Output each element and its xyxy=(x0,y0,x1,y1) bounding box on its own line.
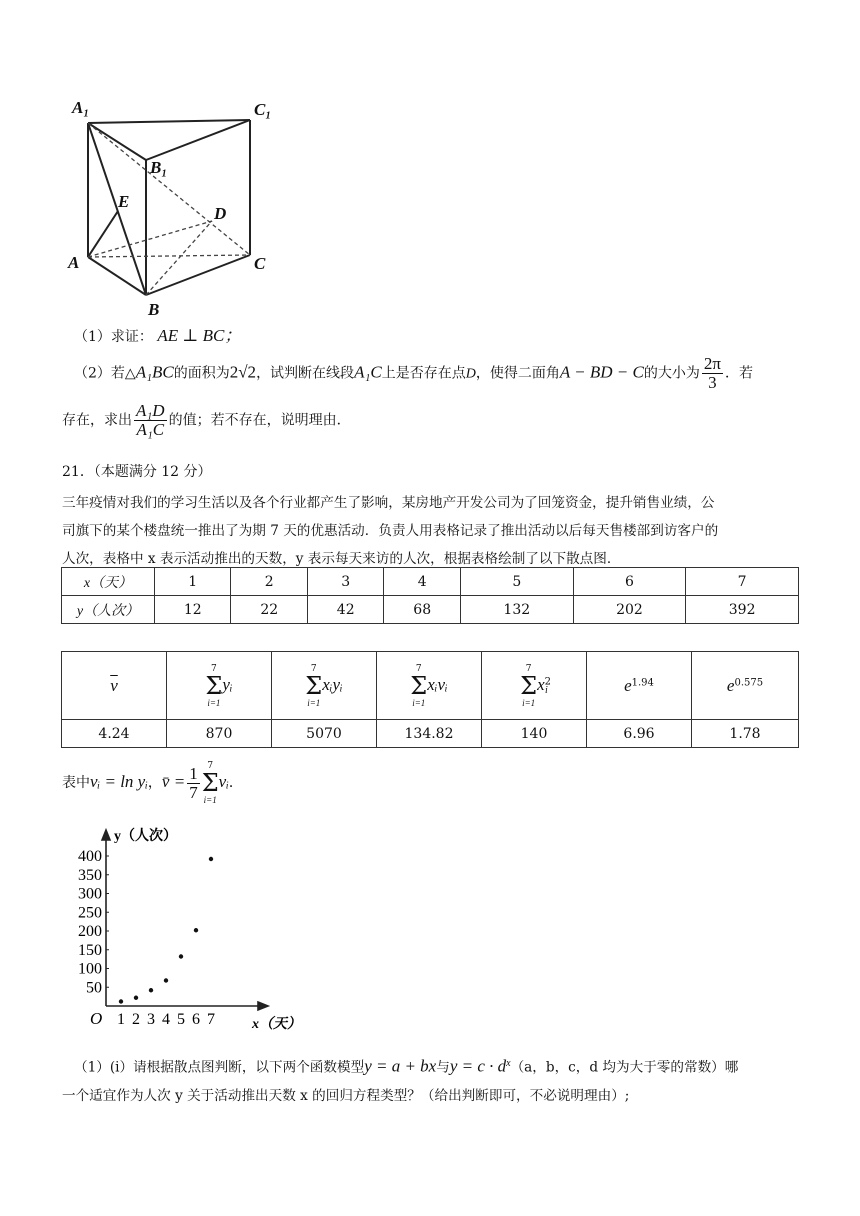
statistics-table xyxy=(61,651,799,748)
row-x-label: x（天） xyxy=(62,568,155,596)
edge-a-b xyxy=(88,257,146,295)
y-cell: 202 xyxy=(573,596,686,624)
q2-frac-den: 3 xyxy=(708,373,717,392)
data-point xyxy=(209,857,213,861)
label-c: C xyxy=(254,254,266,273)
q21-1-line1: （1）(i）请根据散点图判断，以下两个函数模型y = a + bx与$y = c \cdot d^x(a$，b，c，d 均为大于零的常数）哪 xyxy=(74,1056,739,1076)
x-axis-label: x（天） xyxy=(252,1017,301,1032)
q2-angle: A − BD − C xyxy=(559,362,644,382)
stats-value-row xyxy=(62,720,799,748)
q2-line2-a: 存在，求出 xyxy=(62,412,132,429)
note-sep: ， xyxy=(147,775,162,791)
q2-ratio-num: A₁D xyxy=(136,401,165,420)
edge-a-e xyxy=(88,211,118,257)
label-a: A xyxy=(68,253,80,272)
x-cell: 7 xyxy=(686,568,799,596)
q2-seg: A₁C xyxy=(354,362,382,382)
dash-a-d xyxy=(88,221,212,257)
x-axis-arrow xyxy=(258,1002,268,1010)
y-tick-label: 100 xyxy=(78,960,102,978)
stat-value: 5070 xyxy=(272,720,377,748)
scatter-plot xyxy=(66,826,301,1036)
x-tick-label: 1 xyxy=(117,1011,125,1028)
header-sum-x2: 7 Σ i=1 $x^2_i$ xyxy=(482,652,587,720)
data-point xyxy=(119,999,123,1003)
x-tick-label: 5 xyxy=(177,1011,185,1028)
edge-b1-c1 xyxy=(146,120,250,160)
q2-tri: A₁BC xyxy=(135,362,174,382)
q21-1-line2: 一个适宜作为人次 y 关于活动推出天数 x 的回归方程类型？（给出判断即可，不必说明理由）; xyxy=(62,1088,630,1104)
label-b1: B₁ xyxy=(150,158,168,177)
question-1 xyxy=(74,326,241,347)
question-2-line1 xyxy=(74,355,753,392)
y-tick-label: 150 xyxy=(78,941,102,959)
edge-a1-b1 xyxy=(88,123,146,160)
note-prefix: 表中 xyxy=(62,775,90,791)
q21-l1c: （a，b，c，d 均为大于零的常数）哪 xyxy=(510,1059,739,1076)
table-row-x xyxy=(62,568,799,596)
edge-b-c xyxy=(146,255,250,295)
y-cell: 392 xyxy=(686,596,799,624)
data-point xyxy=(134,996,138,1000)
q1-math: AE ⊥ BC； xyxy=(157,326,242,345)
y-cell: 42 xyxy=(307,596,383,624)
question-2-line2 xyxy=(62,402,351,439)
header-v-bar: $\overline{v}$ xyxy=(62,652,167,720)
dash-a1-c xyxy=(88,123,250,255)
label-b: B xyxy=(148,300,160,319)
data-point xyxy=(164,978,168,982)
table-note: 表中vᵢ = ln yᵢ，v̄ = $\frac{1}{7}$ 7 Σ i=1 vᵢ． xyxy=(62,761,243,805)
stat-value: 6.96 xyxy=(587,720,692,748)
para-line-2: 司旗下的某个楼盘统一推出了为期 7 天的优惠活动．负责人用表格记录了推出活动以后每天售楼部到访客户的 xyxy=(62,523,719,539)
origin-label: O xyxy=(90,1009,103,1028)
x-cell: 4 xyxy=(384,568,460,596)
note-def1: vᵢ = ln yᵢ xyxy=(90,772,148,791)
data-point xyxy=(194,928,198,932)
y-cell: 22 xyxy=(231,596,307,624)
data-point xyxy=(149,988,153,992)
q2-line2-b: 的值；若不存在，说明理由． xyxy=(168,412,351,429)
para-line-1: 三年疫情对我们的学习生活以及各个行业都产生了影响，某房地产开发公司为了回笼资金，提升销售业绩，公 xyxy=(62,495,715,511)
header-sum-y: 7 Σ i=1 yᵢ xyxy=(167,652,272,720)
label-e: E xyxy=(118,192,130,211)
q2-area: 2√2 xyxy=(229,362,257,382)
q2-p3: ，试判断在线段 xyxy=(256,365,355,382)
stat-value: 134.82 xyxy=(377,720,482,748)
y-tick-label: 200 xyxy=(78,923,102,940)
x-tick-label: 6 xyxy=(192,1011,200,1028)
x-cell: 2 xyxy=(231,568,307,596)
x-cell: 6 xyxy=(573,568,686,596)
edge-a1-b xyxy=(88,123,146,295)
q2-ratio-den: A₁C xyxy=(136,420,165,439)
y-axis-label: y（人次） xyxy=(114,829,177,844)
x-tick-label: 3 xyxy=(147,1011,155,1028)
y-tick-label: 400 xyxy=(78,848,102,865)
q21-l1b: 与 xyxy=(436,1059,450,1076)
y-tick-label: 350 xyxy=(78,866,102,884)
header-e-0575: $e^{0.575}$ xyxy=(692,652,799,720)
y-cell: 68 xyxy=(384,596,460,624)
stat-value: 870 xyxy=(167,720,272,748)
prism-figure xyxy=(66,95,282,320)
note-fraction: $\frac{1}{7}$ xyxy=(189,763,198,802)
q2-p6: 的大小为 xyxy=(643,365,700,382)
x-tick-label: 7 xyxy=(207,1011,215,1028)
label-d: D xyxy=(214,204,227,223)
q21-l1a: （1）(i）请根据散点图判断，以下两个函数模型 xyxy=(74,1059,365,1076)
q2-p4: 上是否存在点 xyxy=(381,365,466,382)
header-sum-xv: 7 Σ i=1 xᵢvᵢ xyxy=(377,652,482,720)
q2-p2: 的面积为 xyxy=(173,365,230,382)
dash-a-c xyxy=(88,255,250,257)
header-e-194: $e^{1.94}$ xyxy=(587,652,692,720)
dash-b-d xyxy=(146,221,212,295)
stats-header-row xyxy=(62,652,799,720)
problem-21-paragraph xyxy=(62,489,718,573)
q2-p1: （2）若△ xyxy=(74,365,136,382)
header-sum-xy: 7 Σ i=1 xᵢyᵢ xyxy=(272,652,377,720)
y-axis-arrow xyxy=(102,830,110,840)
problem-21-heading: 21．（本题满分 12 分） xyxy=(62,464,212,480)
y-cell: 132 xyxy=(460,596,573,624)
stat-value: 140 xyxy=(482,720,587,748)
q2-frac-num: 2π xyxy=(703,354,721,373)
model-exponential: y = c · d xyxy=(449,1056,507,1076)
data-point xyxy=(179,954,183,958)
para-line-3: 人次，表格中 x 表示活动推出的天数，y 表示每天来访的人次，根据表格绘制了以下散点图． xyxy=(62,551,621,567)
x-tick-label: 4 xyxy=(162,1011,170,1028)
x-tick-label: 2 xyxy=(132,1011,140,1028)
y-tick-label: 250 xyxy=(78,904,102,922)
q2-fraction xyxy=(702,355,723,392)
x-cell: 3 xyxy=(307,568,383,596)
row-y-label: y（人次） xyxy=(62,596,155,624)
stat-value: 4.24 xyxy=(62,720,167,748)
label-a1: A₁ xyxy=(72,98,90,117)
y-tick-label: 300 xyxy=(78,885,102,903)
q2-p5: ，使得二面角 xyxy=(475,365,560,382)
edge-a1-c1 xyxy=(88,120,250,123)
table-row-y xyxy=(62,596,799,624)
x-cell: 5 xyxy=(460,568,573,596)
label-c1: C₁ xyxy=(254,100,272,119)
y-cell: 12 xyxy=(155,596,231,624)
model-linear: y = a + bx xyxy=(364,1056,437,1076)
data-table-xy xyxy=(61,567,799,624)
x-cell: 1 xyxy=(155,568,231,596)
q1-text: （1）求证： xyxy=(74,329,153,345)
q2-pt: D xyxy=(465,366,476,382)
y-tick-label: 50 xyxy=(86,979,102,997)
q2-ratio xyxy=(134,402,167,439)
stat-value: 1.78 xyxy=(692,720,799,748)
q2-p7: ．若 xyxy=(724,365,753,382)
note-def2-rhs: vᵢ xyxy=(218,772,229,791)
note-def2-lhs: v̄ = xyxy=(161,772,186,791)
